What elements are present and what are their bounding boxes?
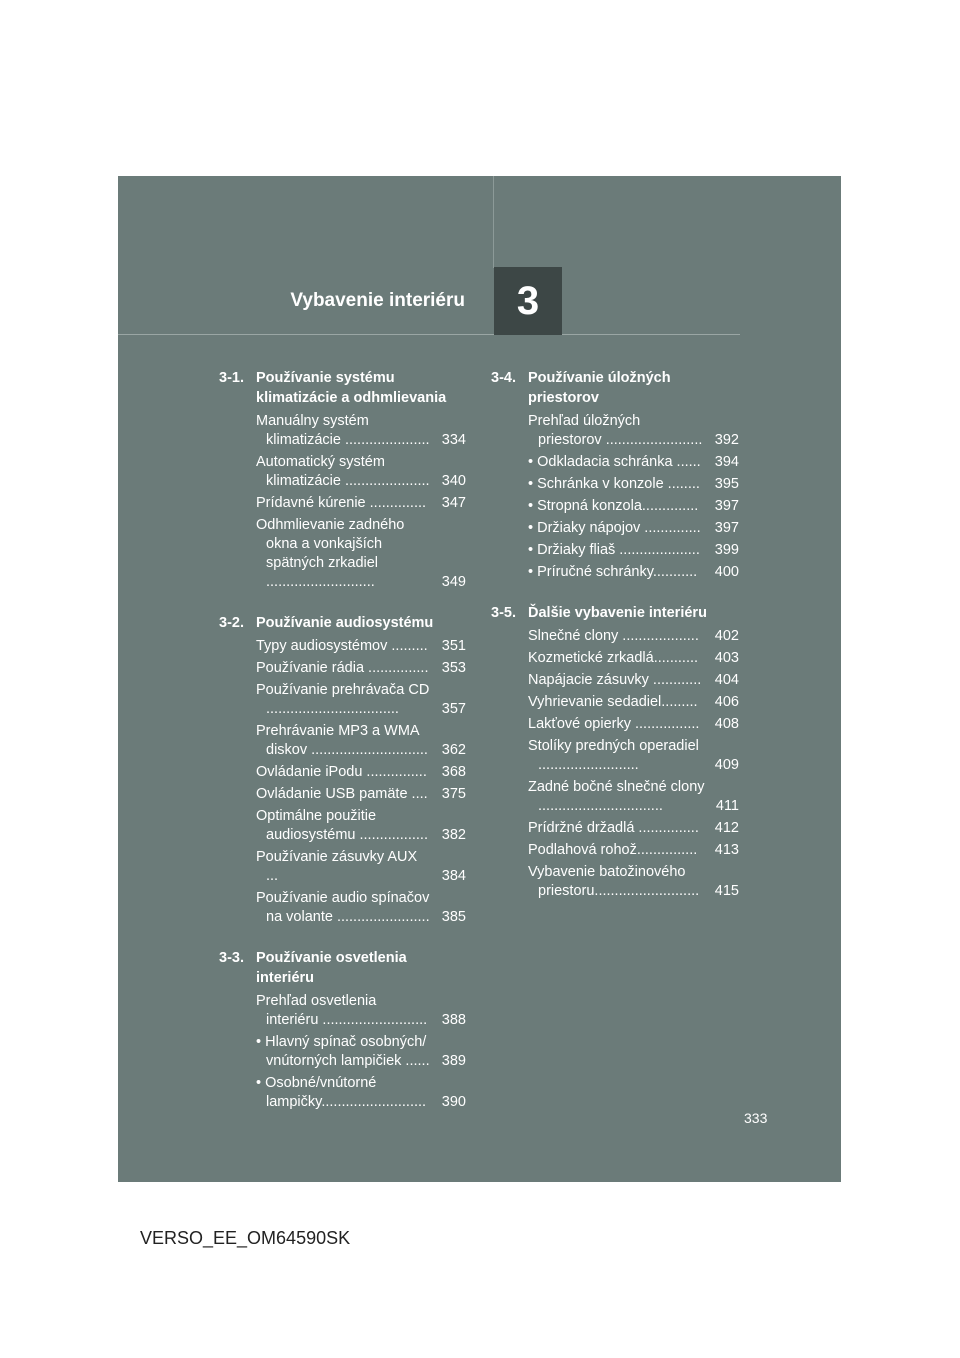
- toc-entry-label: Optimálne použitie audiosystému .................: [256, 808, 428, 843]
- toc-entry[interactable]: [528, 497, 739, 516]
- toc-section: [219, 368, 466, 592]
- document-code: VERSO_EE_OM64590SK: [140, 1228, 351, 1248]
- toc-entry-page: 349: [441, 574, 466, 590]
- toc-entry[interactable]: [528, 841, 739, 860]
- toc-entry[interactable]: [256, 722, 466, 760]
- toc-entry-page: 389: [441, 1053, 466, 1069]
- toc-entry-label: Prídavné kúrenie ..............: [256, 495, 427, 511]
- toc-entry-page: 351: [441, 638, 466, 654]
- toc-entry[interactable]: [256, 516, 466, 592]
- toc-section: [491, 603, 739, 901]
- toc-entry-label: Slnečné clony ...................: [528, 628, 699, 644]
- section-number: 3-4.: [491, 370, 516, 386]
- toc-entry[interactable]: [528, 453, 739, 472]
- toc-entry[interactable]: [528, 475, 739, 494]
- toc-entry[interactable]: [256, 681, 466, 719]
- toc-entry[interactable]: [528, 715, 739, 734]
- toc-entry-page: 357: [441, 701, 466, 717]
- toc-entry-label: Podlahová rohož...............: [528, 842, 698, 858]
- toc-entry-label: Používanie prehrávača CD .................................: [256, 682, 430, 717]
- toc-entry[interactable]: [256, 1074, 466, 1112]
- toc-entry-page: 415: [714, 883, 739, 899]
- toc-entry-page: 400: [714, 564, 739, 580]
- toc-entry-label: Lakťové opierky ................: [528, 716, 700, 732]
- toc-entry-page: 392: [714, 432, 739, 448]
- toc-entry-page: 384: [441, 868, 466, 884]
- toc-entry-label: Zadné bočné slnečné clony ...............................: [528, 779, 705, 814]
- section-heading[interactable]: [219, 948, 466, 992]
- toc-entry-page: 362: [441, 742, 466, 758]
- toc-entry-label: Prehľad úložných priestorov ........................: [528, 413, 703, 448]
- toc-entry-page: 397: [714, 498, 739, 514]
- toc-entry-page: 399: [714, 542, 739, 558]
- section-title: Používanie systému klimatizácie a odhmlievania: [256, 370, 447, 406]
- toc-entry-label: Používanie audio spínačov na volante .......................: [256, 890, 430, 925]
- toc-entry-page: 408: [714, 716, 739, 732]
- toc-entry[interactable]: [528, 412, 739, 450]
- toc-entry-label: Používanie zásuvky AUX ...: [256, 849, 418, 884]
- toc-entry[interactable]: [528, 541, 739, 560]
- toc-section: [219, 948, 466, 1112]
- header-divider-horizontal: [118, 334, 740, 335]
- toc-entry-page: 411: [715, 798, 739, 814]
- toc-entry-label: Vybavenie batožinového priestoru..........................: [528, 864, 700, 899]
- toc-entry-page: 412: [714, 820, 739, 836]
- toc-entry[interactable]: [256, 785, 466, 804]
- toc-entry-label: • Schránka v konzole ........: [528, 476, 700, 492]
- toc-entry-label: Odhmlievanie zadného okna a vonkajších spätných zrkadiel ...........................: [256, 517, 405, 590]
- toc-entry[interactable]: [528, 563, 739, 582]
- toc-entry[interactable]: [256, 807, 466, 845]
- toc-entry-label: Ovládanie iPodu ...............: [256, 764, 427, 780]
- toc-entry-page: 382: [441, 827, 466, 843]
- toc-entry[interactable]: [256, 889, 466, 927]
- toc-entry[interactable]: [256, 659, 466, 678]
- toc-entry[interactable]: [256, 412, 466, 450]
- toc-entry-page: 368: [441, 764, 466, 780]
- toc-entry-label: Kozmetické zrkadlá...........: [528, 650, 699, 666]
- toc-entry-page: 394: [714, 454, 739, 470]
- toc-entry-label: Stolíky predných operadiel .........................: [528, 738, 699, 773]
- toc-entry-page: 375: [441, 786, 466, 802]
- section-number: 3-2.: [219, 615, 244, 631]
- section-number: 3-5.: [491, 605, 516, 621]
- toc-section: [491, 368, 739, 582]
- toc-entry[interactable]: [256, 494, 466, 513]
- section-title: Ďalšie vybavenie interiéru: [528, 605, 707, 621]
- section-number: 3-3.: [219, 950, 244, 966]
- toc-right-column: [491, 368, 739, 922]
- toc-entry-label: Prídržné držadlá ...............: [528, 820, 699, 836]
- toc-entry-label: • Držiaky fliaš ....................: [528, 542, 700, 558]
- toc-left-column: [219, 368, 466, 1133]
- page-number: 333: [744, 1110, 768, 1126]
- toc-entry-page: 340: [441, 473, 466, 489]
- section-title: Používanie úložných priestorov: [528, 370, 671, 406]
- toc-entry-label: Automatický systém klimatizácie .....................: [256, 454, 430, 489]
- toc-entry-page: 402: [714, 628, 739, 644]
- section-number: 3-1.: [219, 370, 244, 386]
- toc-entry[interactable]: [256, 763, 466, 782]
- toc-entry-page: 413: [714, 842, 739, 858]
- toc-entry-page: 395: [714, 476, 739, 492]
- section-heading[interactable]: [219, 368, 466, 412]
- toc-entry[interactable]: [528, 627, 739, 646]
- header-divider-vertical: [493, 176, 494, 268]
- toc-entry-page: 403: [714, 650, 739, 666]
- section-title: Používanie osvetlenia interiéru: [256, 950, 407, 986]
- toc-entry[interactable]: [528, 819, 739, 838]
- toc-entry-label: • Stropná konzola..............: [528, 498, 699, 514]
- section-title: Používanie audiosystému: [256, 615, 434, 631]
- toc-entry-label: Napájacie zásuvky ............: [528, 672, 702, 688]
- toc-entry-page: 406: [714, 694, 739, 710]
- toc-entry-page: 409: [714, 757, 739, 773]
- toc-entry-label: • Odkladacia schránka ......: [528, 454, 701, 470]
- toc-entry-page: 385: [441, 909, 466, 925]
- chapter-title: Vybavenie interiéru: [290, 290, 465, 311]
- toc-entry[interactable]: [528, 693, 739, 712]
- toc-entry[interactable]: [256, 637, 466, 656]
- toc-entry[interactable]: [256, 992, 466, 1030]
- toc-entry[interactable]: [256, 848, 466, 886]
- toc-entry-label: Vyhrievanie sedadiel.........: [528, 694, 698, 710]
- toc-entry[interactable]: [528, 778, 739, 816]
- toc-entry-label: • Hlavný spínač osobných/ vnútorných lampičiek ......: [256, 1034, 430, 1069]
- toc-entry-page: 404: [714, 672, 739, 688]
- toc-entry-page: 390: [441, 1094, 466, 1110]
- toc-section: [219, 613, 466, 927]
- toc-entry-page: 353: [441, 660, 466, 676]
- toc-entry-page: 397: [714, 520, 739, 536]
- section-heading[interactable]: [491, 603, 739, 627]
- toc-entry[interactable]: [528, 519, 739, 538]
- toc-entry-label: Ovládanie USB pamäte ....: [256, 786, 428, 802]
- toc-entry[interactable]: [256, 453, 466, 491]
- toc-entry-label: • Držiaky nápojov ..............: [528, 520, 701, 536]
- toc-entry-page: 388: [441, 1012, 466, 1028]
- toc-entry[interactable]: [528, 737, 739, 775]
- toc-entry[interactable]: [256, 1033, 466, 1071]
- toc-entry-label: Prehrávanie MP3 a WMA diskov .............................: [256, 723, 428, 758]
- section-heading[interactable]: [219, 613, 466, 637]
- toc-entry-label: • Osobné/vnútorné lampičky..........................: [256, 1075, 427, 1110]
- toc-entry[interactable]: [528, 671, 739, 690]
- toc-entry-label: Používanie rádia ...............: [256, 660, 429, 676]
- toc-entry[interactable]: [528, 649, 739, 668]
- toc-entry[interactable]: [528, 863, 739, 901]
- toc-entry-page: 347: [441, 495, 466, 511]
- chapter-number-badge: 3: [494, 267, 562, 335]
- toc-entry-page: 334: [441, 432, 466, 448]
- toc-entry-label: • Príručné schránky...........: [528, 564, 698, 580]
- toc-entry-label: Manuálny systém klimatizácie .....................: [256, 413, 430, 448]
- section-heading[interactable]: [491, 368, 739, 412]
- toc-entry-label: Typy audiosystémov .........: [256, 638, 428, 654]
- toc-entry-label: Prehľad osvetlenia interiéru ..........................: [256, 993, 428, 1028]
